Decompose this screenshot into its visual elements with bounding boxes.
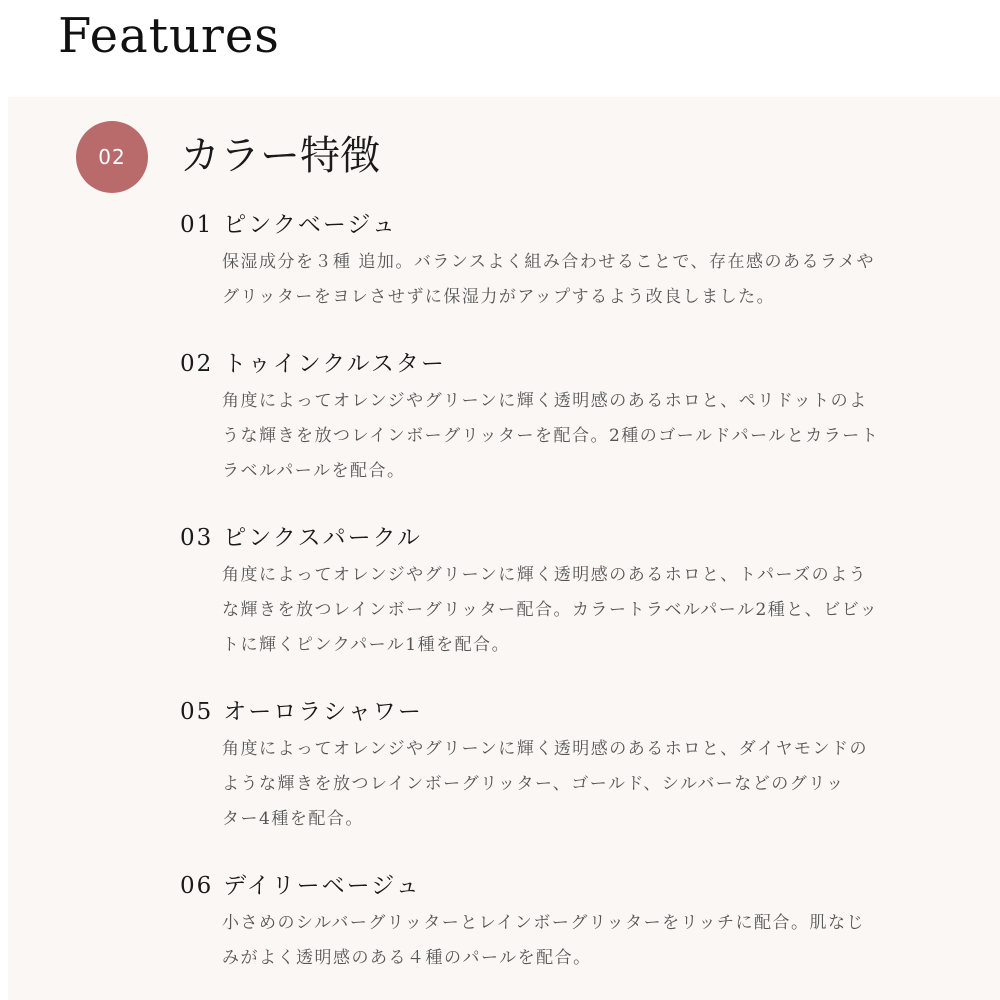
feature-heading — [180, 209, 980, 241]
feature-number: 03 — [180, 525, 214, 551]
feature-item — [180, 870, 980, 976]
description-line: グリッターをヨレさせずに保湿力がアップするよう改良しました。 — [222, 287, 776, 307]
section-number-badge: 02 — [76, 121, 148, 193]
description-line: な輝きを放つレインボーグリッター配合。カラートラベルパール2種と、ビビッ — [222, 600, 879, 620]
feature-heading — [180, 696, 980, 728]
description-line: ター4種を配合。 — [222, 809, 364, 829]
feature-number: 05 — [180, 699, 214, 725]
feature-description — [222, 906, 974, 976]
description-line: うな輝きを放つレインボーグリッターを配合。2種のゴールドパールとカラート — [222, 426, 880, 446]
feature-number: 01 — [180, 212, 214, 238]
description-line: 角度によってオレンジやグリーンに輝く透明感のあるホロと、ダイヤモンドの — [222, 739, 868, 759]
feature-heading — [180, 348, 980, 380]
description-line: トに輝くピンクパール1種を配合。 — [222, 635, 511, 655]
description-line: ような輝きを放つレインボーグリッター、ゴールド、シルバーなどのグリッ — [222, 774, 845, 794]
feature-description — [222, 558, 974, 663]
description-line: 角度によってオレンジやグリーンに輝く透明感のあるホロと、トパーズのよう — [222, 565, 868, 585]
feature-name: デイリーベージュ — [223, 873, 421, 899]
feature-heading — [180, 870, 980, 902]
description-line: 小さめのシルバーグリッターとレインボーグリッターをリッチに配合。肌なじ — [222, 913, 865, 933]
description-line: みがよく透明感のある４種のパールを配合。 — [222, 948, 592, 968]
feature-item — [180, 348, 980, 489]
description-line: 保湿成分を３種 追加。バランスよく組み合わせることで、存在感のあるラメや — [222, 252, 876, 272]
feature-description — [222, 245, 974, 315]
feature-heading — [180, 522, 980, 554]
feature-name: ピンクベージュ — [223, 212, 397, 238]
description-line: 角度によってオレンジやグリーンに輝く透明感のあるホロと、ペリドットのよ — [222, 391, 868, 411]
feature-item — [180, 522, 980, 663]
feature-description — [222, 384, 974, 489]
feature-name: トゥインクルスター — [223, 351, 446, 377]
feature-number: 02 — [180, 351, 214, 377]
feature-number: 06 — [180, 873, 214, 899]
section-title: カラー特徴 — [180, 133, 380, 179]
description-line: ラベルパールを配合。 — [222, 461, 406, 481]
feature-name: ピンクスパークル — [223, 525, 422, 551]
feature-name: オーロラシャワー — [223, 699, 423, 725]
feature-description — [222, 732, 974, 837]
feature-item — [180, 209, 980, 315]
page-title: Features — [58, 8, 280, 64]
feature-item — [180, 696, 980, 837]
